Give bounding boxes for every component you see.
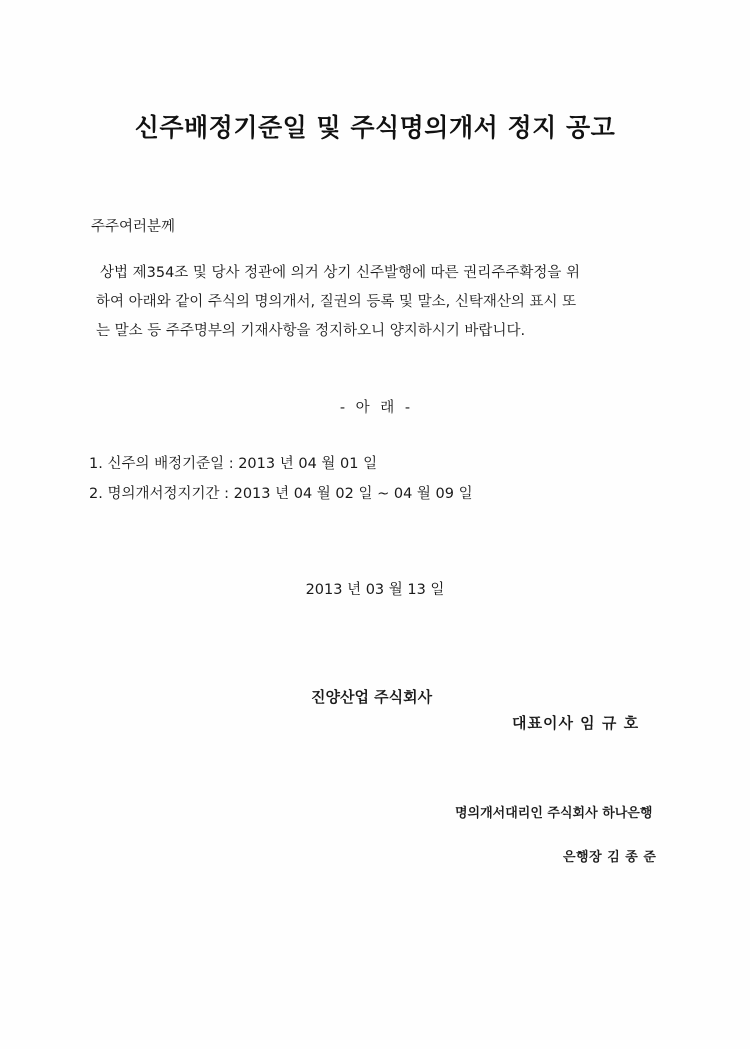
item-list — [89, 449, 473, 509]
transfer-agent: 명의개서대리인 주식회사 하나은행 — [455, 806, 653, 821]
bank-head: 은행장 김 종 준 — [563, 850, 657, 865]
company-name: 진양산업 주식회사 — [311, 688, 433, 706]
section-marker: - 아 래 - — [339, 400, 411, 416]
body-line: 상법 제354조 및 당사 정관에 의거 상기 신주발행에 따른 권리주주확정을 위 — [100, 265, 580, 281]
body-line: 는 말소 등 주주명부의 기재사항을 정지하오니 양지하시기 바랍니다. — [96, 323, 526, 339]
salutation: 주주여러분께 — [91, 219, 176, 235]
body-line: 하여 아래와 같이 주식의 명의개서, 질권의 등록 및 말소, 신탁재산의 표시 또 — [96, 294, 577, 310]
ceo-name: 대표이사 임 규 호 — [512, 714, 640, 732]
notice-title: 신주배정기준일 및 주식명의개서 정지 공고 — [134, 113, 616, 142]
list-item: 1. 신주의 배정기준일 : 2013 년 04 월 01 일 — [89, 456, 378, 472]
list-item: 2. 명의개서정지기간 : 2013 년 04 월 02 일 ~ 04 월 09 일 — [89, 486, 473, 502]
notice-date: 2013 년 03 월 13 일 — [305, 582, 445, 598]
notice-body — [82, 259, 670, 346]
